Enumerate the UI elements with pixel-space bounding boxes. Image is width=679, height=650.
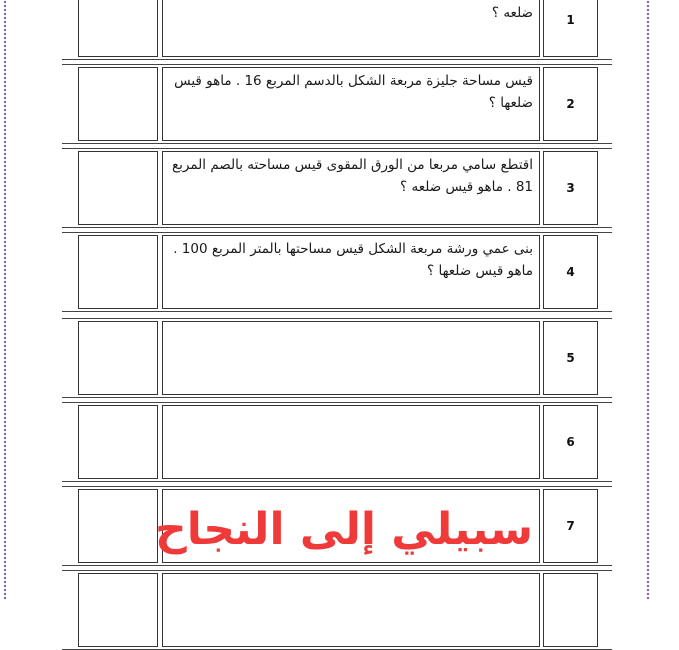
question-cell: [162, 405, 540, 479]
answer-cell: [78, 67, 158, 141]
question-cell: [162, 151, 540, 225]
answer-cell: [78, 235, 158, 309]
row-number-cell: [543, 67, 598, 141]
row-number-cell: [543, 151, 598, 225]
table-row: [62, 148, 612, 228]
table-row: [62, 570, 612, 650]
question-text: [163, 490, 539, 492]
question-text: [163, 574, 539, 576]
question-cell: [162, 321, 540, 395]
question-cell: [162, 573, 540, 647]
question-text: قيس مساحة جليزة مربعة الشكل بالدسم المربع 16 . ماهو قيس ضلعها ؟: [174, 73, 533, 111]
answer-cell: [78, 573, 158, 647]
table-row: [62, 402, 612, 482]
table-row: [62, 232, 612, 312]
row-number: 7: [566, 519, 575, 533]
answer-cell: [78, 489, 158, 563]
question-text: ضلعه ؟: [491, 5, 533, 21]
answer-cell: [78, 0, 158, 57]
question-cell: [162, 67, 540, 141]
answer-cell: [78, 151, 158, 225]
answer-cell: [78, 405, 158, 479]
row-number: 4: [566, 265, 575, 279]
question-cell: [162, 235, 540, 309]
row-number-cell: [543, 321, 598, 395]
watermark-text: سبيلي إلى النجاح: [155, 504, 533, 555]
question-text: [163, 406, 539, 408]
table-row: [62, 64, 612, 144]
row-number-cell: [543, 489, 598, 563]
question-cell: [162, 0, 540, 57]
row-number-cell: [543, 235, 598, 309]
question-text: بنى عمي ورشة مربعة الشكل قيس مساحتها بالمتر المربع 100 . ماهو قيس ضلعها ؟: [173, 241, 533, 279]
row-number-cell: [543, 573, 598, 647]
row-number: 2: [566, 97, 575, 111]
row-number: 6: [566, 435, 575, 449]
row-number: 1: [566, 13, 575, 27]
answer-cell: [78, 321, 158, 395]
question-text: [163, 322, 539, 324]
question-text: اقتطع سامي مربعا من الورق المقوى قيس مساحته بالصم المربع 81 . ماهو قيس ضلعه ؟: [171, 157, 533, 195]
row-number: 5: [566, 351, 575, 365]
row-number-cell: [543, 0, 598, 57]
row-number: 3: [566, 181, 575, 195]
decorative-border-left: [3, 0, 7, 600]
table-row: [62, 318, 612, 398]
row-number-cell: [543, 405, 598, 479]
decorative-border-right: [646, 0, 650, 600]
table-row: [62, 0, 612, 60]
